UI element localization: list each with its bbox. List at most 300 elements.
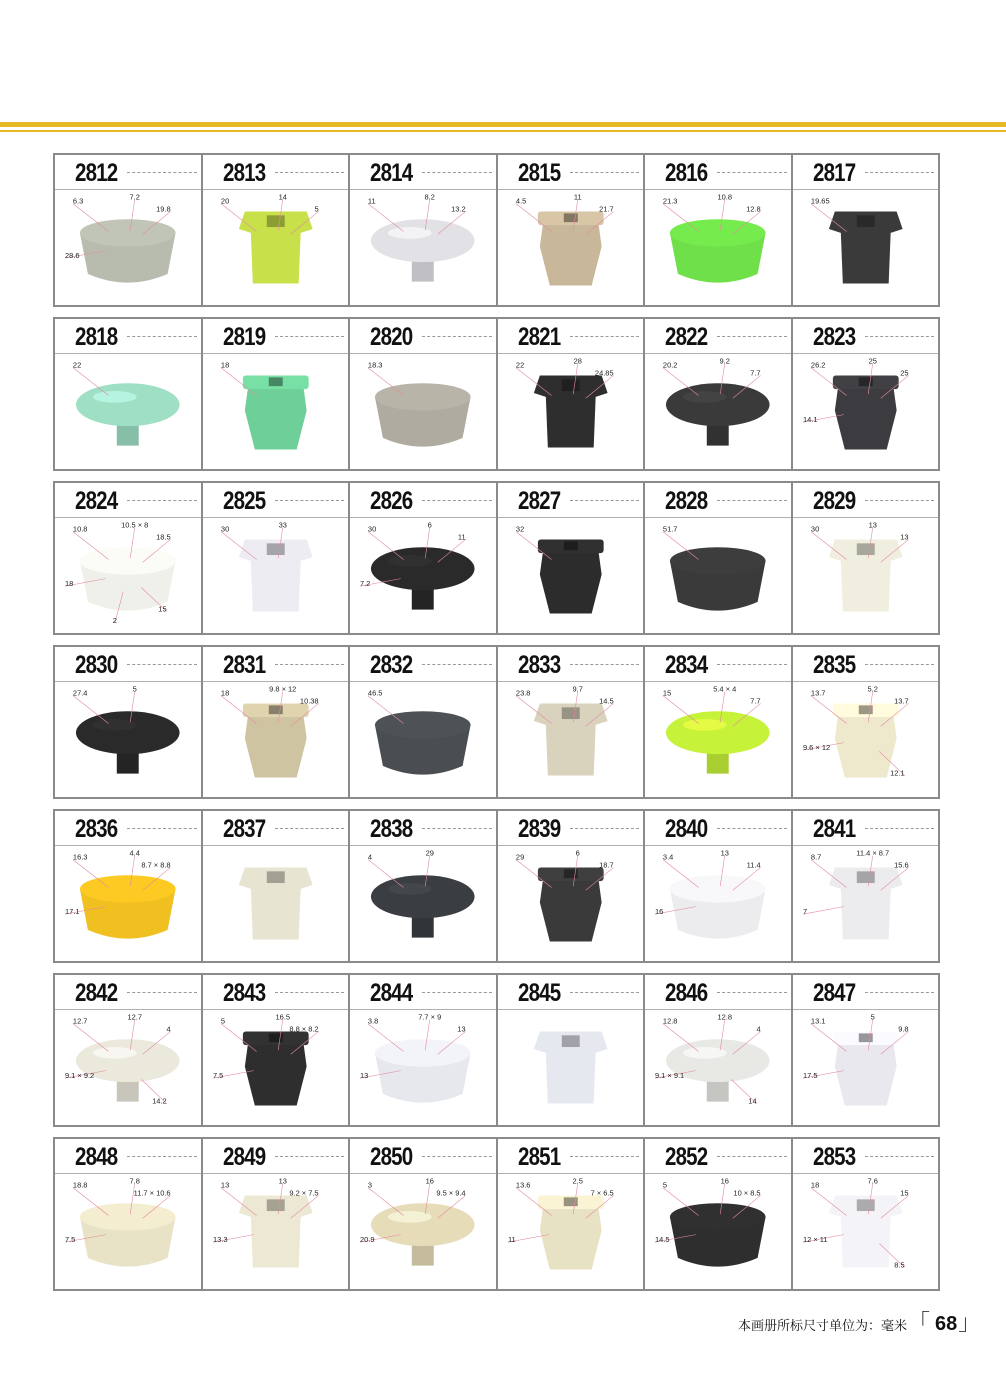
product-photo [203, 518, 349, 633]
dimension-label: 27.4 [72, 688, 88, 698]
product-cell [350, 647, 498, 797]
dimension-label: 5 [662, 1180, 668, 1190]
product-code: 2836 [75, 815, 118, 843]
dashed-divider [570, 500, 640, 501]
dimension-label: 14.2 [152, 1096, 167, 1106]
product-code-bar [793, 483, 939, 518]
catalog-row [53, 973, 940, 1127]
dimension-label: 14 [278, 192, 287, 202]
dimension-label: 30 [810, 524, 819, 534]
dashed-divider [865, 992, 935, 993]
product-photo [55, 354, 201, 469]
product-cell [498, 483, 646, 633]
dimension-label: 13 [899, 532, 909, 542]
product-cell [498, 811, 646, 961]
dashed-divider [422, 500, 492, 501]
product-code: 2827 [517, 487, 560, 515]
dashed-divider [422, 992, 492, 993]
dimension-label: 18 [810, 1180, 819, 1190]
dimension-label: 12.7 [127, 1012, 142, 1022]
product-code: 2842 [75, 979, 118, 1007]
product-photo [793, 1010, 939, 1125]
product-cell [55, 483, 203, 633]
dashed-divider [127, 172, 197, 173]
part-illustration [670, 219, 766, 282]
product-code-bar [203, 811, 349, 846]
dimension-label: 19.8 [156, 204, 171, 214]
product-photo [645, 354, 791, 469]
dimension-label: 18.5 [156, 532, 171, 542]
product-photo [203, 1010, 349, 1125]
dimension-label: 9.5 × 9.4 [436, 1188, 466, 1198]
dashed-divider [865, 828, 935, 829]
dimension-label: 6.3 [72, 196, 84, 206]
product-code-bar [203, 1139, 349, 1174]
dimension-label: 4 [756, 1024, 761, 1034]
dimension-leader-line [802, 907, 843, 915]
dimension-label: 8.8 × 8.2 [288, 1024, 319, 1034]
product-code: 2838 [370, 815, 413, 843]
product-photo [793, 190, 939, 305]
product-code-bar [350, 811, 496, 846]
dimension-label: 9.6 × 12 [802, 743, 830, 753]
dimension-label: 11.4 × 8.7 [855, 848, 889, 858]
part-illustration [238, 211, 312, 283]
product-code-bar [793, 155, 939, 190]
dimension-label: 7 [802, 907, 807, 917]
dashed-divider [127, 992, 197, 993]
dashed-divider [422, 172, 492, 173]
product-code-bar [793, 975, 939, 1010]
product-code: 2820 [370, 323, 413, 351]
product-code: 2821 [517, 323, 560, 351]
dashed-divider [717, 828, 787, 829]
part-illustration [670, 875, 766, 938]
dimension-label: 13.7 [893, 696, 909, 706]
product-cell [645, 483, 793, 633]
dimension-label: 5.2 [867, 684, 878, 694]
product-code-bar [203, 975, 349, 1010]
dimension-label: 15 [662, 688, 672, 698]
product-cell [645, 1139, 793, 1289]
dimension-label: 4.5 [515, 196, 526, 206]
product-code-bar [645, 155, 791, 190]
product-cell [203, 811, 351, 961]
dashed-divider [865, 1156, 935, 1157]
dashed-divider [127, 500, 197, 501]
dimension-label: 7.2 [359, 579, 371, 589]
dimension-label: 29 [515, 852, 524, 862]
product-code: 2813 [222, 159, 265, 187]
product-photo [498, 1010, 644, 1125]
dashed-divider [717, 664, 787, 665]
product-cell [55, 811, 203, 961]
product-cell [645, 155, 793, 305]
dimension-label: 13 [278, 1176, 287, 1186]
dimension-label: 19.65 [810, 196, 830, 206]
product-photo [203, 190, 349, 305]
part-illustration [537, 1195, 603, 1269]
dimension-label: 16 [654, 907, 664, 917]
product-code-bar [498, 483, 644, 518]
product-cell [793, 483, 939, 633]
part-illustration [832, 1031, 898, 1105]
product-photo [350, 1010, 496, 1125]
dimension-label: 51.7 [662, 524, 678, 534]
dimension-label: 16.3 [72, 852, 88, 862]
dimension-label: 8.5 [893, 1260, 905, 1270]
product-cell [793, 647, 939, 797]
dashed-divider [127, 828, 197, 829]
product-code-bar [645, 811, 791, 846]
product-cell [203, 319, 351, 469]
product-code-bar [645, 647, 791, 682]
product-code: 2852 [665, 1143, 708, 1171]
dimension-label: 29 [425, 848, 434, 858]
product-code: 2833 [517, 651, 560, 679]
part-illustration [80, 875, 176, 938]
product-photo [55, 518, 201, 633]
product-code-bar [55, 811, 201, 846]
product-code: 2828 [665, 487, 708, 515]
dashed-divider [717, 1156, 787, 1157]
dimension-label: 7.7 [750, 368, 761, 378]
dimension-label: 10.8 [717, 192, 732, 202]
dimension-label: 2 [112, 616, 117, 626]
dimension-label: 18 [220, 360, 229, 370]
product-code-bar [793, 647, 939, 682]
product-code-bar [350, 319, 496, 354]
dimension-label: 3 [367, 1180, 373, 1190]
part-illustration [533, 375, 607, 447]
dimension-label: 11.4 [746, 860, 761, 870]
part-illustration [371, 875, 475, 937]
dimension-label: 24.85 [594, 368, 614, 378]
product-photo [203, 354, 349, 469]
dashed-divider [127, 664, 197, 665]
product-code: 2839 [517, 815, 560, 843]
page-footer [738, 1306, 981, 1337]
product-code-bar [498, 811, 644, 846]
product-code: 2843 [222, 979, 265, 1007]
product-code: 2818 [75, 323, 118, 351]
part-illustration [371, 219, 475, 281]
dimension-label: 13.6 [515, 1180, 530, 1190]
dimension-label: 12.8 [662, 1016, 678, 1026]
dashed-divider [570, 172, 640, 173]
bracket-close: 」 [958, 1311, 981, 1336]
product-cell [203, 1139, 351, 1289]
dimension-label: 9.1 × 9.1 [654, 1071, 685, 1081]
dimension-label: 13.3 [212, 1235, 227, 1245]
dimension-label: 21.7 [598, 204, 614, 214]
dimension-label: 7.5 [64, 1235, 76, 1245]
dimension-label: 33 [278, 520, 287, 530]
dashed-divider [570, 992, 640, 993]
product-code: 2814 [370, 159, 413, 187]
part-illustration [375, 711, 471, 774]
dimension-label: 13 [868, 520, 877, 530]
product-code-bar [55, 155, 201, 190]
product-code: 2819 [222, 323, 265, 351]
product-code: 2815 [517, 159, 560, 187]
dimension-label: 7.8 [129, 1176, 140, 1186]
product-code-bar [55, 975, 201, 1010]
product-code: 2841 [812, 815, 855, 843]
product-cell [203, 483, 351, 633]
product-code: 2850 [370, 1143, 413, 1171]
dimension-label: 5.4 × 4 [713, 684, 737, 694]
product-code: 2816 [665, 159, 708, 187]
part-illustration [80, 1203, 176, 1266]
part-illustration [76, 383, 180, 445]
product-code-bar [645, 1139, 791, 1174]
product-cell [793, 155, 939, 305]
product-photo [55, 1010, 201, 1125]
dimension-label: 7.2 [129, 192, 140, 202]
dimension-label: 3.4 [662, 852, 674, 862]
product-cell [645, 647, 793, 797]
product-cell [203, 155, 351, 305]
product-photo [350, 1174, 496, 1289]
dimension-label: 12.8 [717, 1012, 732, 1022]
product-cell [498, 647, 646, 797]
dimension-label: 20 [220, 196, 229, 206]
product-cell [350, 155, 498, 305]
dimension-label: 18.8 [72, 1180, 88, 1190]
product-cell [350, 811, 498, 961]
page-number: 68 [935, 1313, 958, 1335]
product-code: 2840 [665, 815, 708, 843]
dimension-label: 9.2 × 7.5 [288, 1188, 319, 1198]
part-illustration [375, 1039, 471, 1102]
part-illustration [828, 867, 902, 939]
product-photo [55, 1174, 201, 1289]
dashed-divider [275, 992, 345, 993]
part-illustration [666, 711, 770, 773]
dimension-label: 25 [868, 356, 877, 366]
product-cell [55, 975, 203, 1125]
part-illustration [533, 1031, 607, 1103]
dimension-label: 16 [720, 1176, 729, 1186]
product-code-bar [350, 155, 496, 190]
product-code-bar [350, 647, 496, 682]
product-code: 2845 [517, 979, 560, 1007]
dimension-label: 4.4 [129, 848, 140, 858]
product-cell [498, 975, 646, 1125]
dashed-divider [422, 336, 492, 337]
dashed-divider [865, 172, 935, 173]
dimension-label: 9.1 × 9.2 [64, 1071, 95, 1081]
part-illustration [670, 547, 766, 610]
dimension-label: 30 [220, 524, 229, 534]
product-photo [350, 518, 496, 633]
dimension-label: 2.5 [572, 1176, 583, 1186]
part-illustration [238, 1195, 312, 1267]
dimension-label: 11.7 × 10.6 [133, 1188, 171, 1198]
product-code: 2825 [222, 487, 265, 515]
product-code-bar [498, 647, 644, 682]
product-cell [350, 483, 498, 633]
product-photo [350, 682, 496, 797]
product-code-bar [498, 975, 644, 1010]
dimension-label: 11 [507, 1235, 516, 1245]
dimension-label: 18 [220, 688, 229, 698]
product-code: 2848 [75, 1143, 118, 1171]
dashed-divider [275, 500, 345, 501]
product-photo [203, 846, 349, 961]
product-code: 2844 [370, 979, 413, 1007]
product-cell [203, 647, 351, 797]
product-cell [645, 975, 793, 1125]
product-cell [350, 975, 498, 1125]
part-illustration [828, 539, 902, 611]
dimension-label: 6 [427, 520, 432, 530]
product-cell [203, 975, 351, 1125]
product-code-bar [55, 319, 201, 354]
dimension-label: 7.7 [750, 696, 761, 706]
product-code-bar [350, 975, 496, 1010]
product-cell [498, 319, 646, 469]
product-code-bar [793, 319, 939, 354]
dashed-divider [275, 336, 345, 337]
product-photo [203, 1174, 349, 1289]
dashed-divider [865, 336, 935, 337]
product-code-bar [55, 1139, 201, 1174]
dashed-divider [717, 992, 787, 993]
dashed-divider [127, 336, 197, 337]
product-code: 2851 [517, 1143, 560, 1171]
product-code-bar [645, 319, 791, 354]
product-code-bar [793, 1139, 939, 1174]
part-illustration [537, 867, 603, 941]
product-photo [793, 1174, 939, 1289]
dimension-label: 14 [748, 1096, 757, 1106]
product-catalog-grid [53, 153, 940, 1301]
product-cell [793, 975, 939, 1125]
dimension-label: 30 [367, 524, 377, 534]
dimension-label: 13 [720, 848, 729, 858]
units-note: 本画册所标尺寸单位为：毫米 [738, 1319, 908, 1334]
product-code: 2837 [222, 815, 265, 843]
dimension-label: 8.7 × 8.8 [141, 860, 171, 870]
dimension-label: 5 [132, 684, 137, 694]
part-illustration [828, 211, 902, 283]
part-illustration [670, 1203, 766, 1266]
product-photo [645, 1174, 791, 1289]
product-cell [55, 1139, 203, 1289]
dimension-label: 10.8 [72, 524, 88, 534]
product-cell [645, 319, 793, 469]
product-code-bar [203, 647, 349, 682]
product-photo [203, 682, 349, 797]
dimension-label: 7.7 × 9 [418, 1012, 442, 1022]
dimension-label: 10.5 × 8 [121, 520, 149, 530]
product-code: 2835 [812, 651, 855, 679]
part-illustration [238, 539, 312, 611]
part-illustration [832, 375, 898, 449]
product-code-bar [645, 483, 791, 518]
dimension-label: 5 [870, 1012, 875, 1022]
dimension-label: 13.1 [810, 1016, 825, 1026]
dimension-label: 15 [158, 604, 167, 614]
part-illustration [76, 711, 180, 773]
dimension-label: 18 [64, 579, 74, 589]
dimension-label: 17.1 [64, 907, 80, 917]
product-photo [645, 518, 791, 633]
product-photo [645, 190, 791, 305]
product-cell [55, 155, 203, 305]
product-cell [793, 811, 939, 961]
dimension-label: 7 × 6.5 [590, 1188, 614, 1198]
dimension-label: 7.5 [212, 1071, 223, 1081]
product-code: 2830 [75, 651, 118, 679]
dashed-divider [570, 664, 640, 665]
product-photo [793, 682, 939, 797]
dashed-divider [717, 336, 787, 337]
dimension-label: 9.2 [719, 356, 730, 366]
dashed-divider [275, 828, 345, 829]
product-code-bar [498, 1139, 644, 1174]
product-code-bar [350, 1139, 496, 1174]
dimension-label: 6 [575, 848, 580, 858]
dimension-label: 10 × 8.5 [733, 1188, 761, 1198]
catalog-row [53, 1137, 940, 1291]
product-photo [498, 1174, 644, 1289]
part-illustration [537, 539, 603, 613]
dashed-divider [570, 1156, 640, 1157]
product-code: 2822 [665, 323, 708, 351]
product-photo [498, 190, 644, 305]
product-cell [645, 811, 793, 961]
dimension-label: 12.1 [889, 768, 905, 778]
part-illustration [371, 1203, 475, 1265]
dashed-divider [570, 336, 640, 337]
dimension-label: 21.3 [662, 196, 678, 206]
part-illustration [80, 547, 176, 610]
dimension-label: 12.8 [746, 204, 761, 214]
bracket-open: 「 [908, 1311, 931, 1336]
dimension-label: 16 [425, 1176, 434, 1186]
part-illustration [242, 375, 308, 449]
product-code-bar [793, 811, 939, 846]
dashed-divider [717, 500, 787, 501]
product-code: 2832 [370, 651, 413, 679]
product-code: 2847 [812, 979, 855, 1007]
dashed-divider [422, 1156, 492, 1157]
dimension-label: 18.7 [598, 860, 614, 870]
dimension-label: 13.7 [810, 688, 825, 698]
product-photo [350, 354, 496, 469]
dimension-label: 8.7 [810, 852, 821, 862]
dimension-label: 10.38 [299, 696, 319, 706]
part-illustration [666, 383, 770, 445]
dimension-label: 17.5 [802, 1071, 817, 1081]
dimension-label: 11 [367, 196, 376, 206]
product-code-bar [55, 483, 201, 518]
dimension-label: 13 [220, 1180, 229, 1190]
dashed-divider [570, 828, 640, 829]
product-code: 2826 [370, 487, 413, 515]
catalog-row [53, 645, 940, 799]
product-cell [498, 155, 646, 305]
product-code: 2846 [665, 979, 708, 1007]
dimension-label: 4 [166, 1024, 171, 1034]
product-cell [55, 647, 203, 797]
dimension-label: 9.8 × 12 [268, 684, 296, 694]
part-illustration [238, 867, 312, 939]
dimension-label: 15.6 [893, 860, 909, 870]
